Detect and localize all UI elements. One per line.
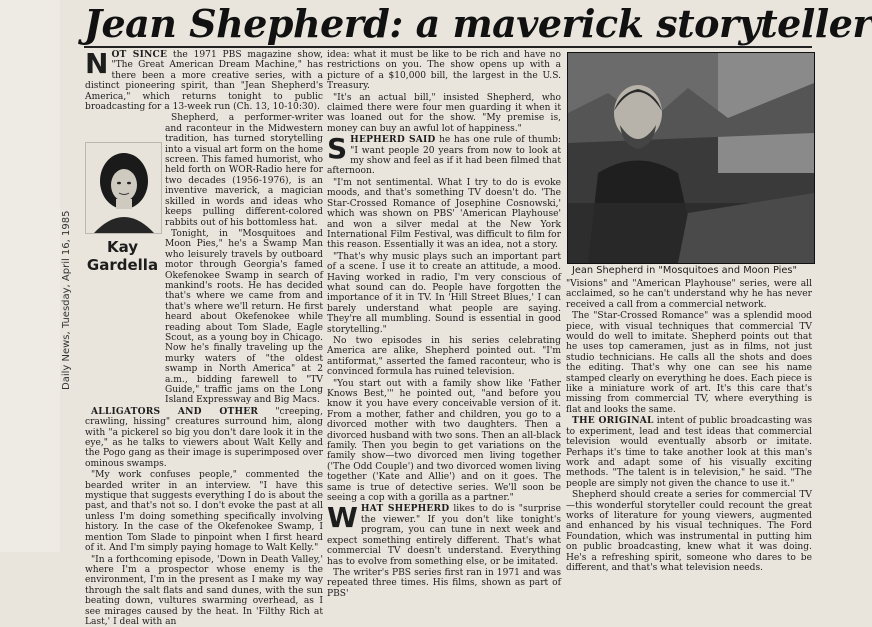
col1-paragraph: Shepherd, a performer-writer and raconteur in the Midwestern tradition, has turned storytelling into a visual art form on the home screen. This famed humorist, who held forth on WOR-Radio here for two decades (1956-1976), is an inventive maverick, a magician skilled in words and ideas who keeps pulling different-colored rabbits out of his bottomless hat. xyxy=(165,113,323,227)
drop-cap: W xyxy=(327,505,361,531)
col2-paragraph: The writer's PBS series first ran in 1971 and was repeated three times. His films, shown as part of PBS' xyxy=(327,568,561,599)
col1-paragraph: NOT SINCE the 1971 PBS magazine show, "The Great American Dream Machine," has there been a more creative series, with a distinct pioneering spirit, than "Jean Shepherd's America," which returns tonight to public broadcasting for a 13-week run (Ch. 13, 10-10:30). xyxy=(85,50,323,112)
column-1 xyxy=(85,50,323,548)
dateline: Daily News, Tuesday, April 16, 1985 xyxy=(60,110,74,390)
col1-paragraph: "My work confuses people," commented the bearded writer in an interview. "I have this mystique that suggests everything I do is about the past, and that's not so. I don't evoke the past at all unless I'm doing something specifically involving history. In the case of the Okefenokee Swamp, I mention Tom Slade to pinpoint when I first heard of it. And I'm simply paying homage to Walt Kelly." xyxy=(85,470,323,553)
col1-paragraph: "In a forthcoming episode, 'Down in Death Valley,' where I'm a prospector whose enemy is the environment, I'm in the present as I make my way through the salt flats and sand dunes, with the sun beating down, vultures swarming overhead, as I see mirages caused by the heat. In 'Filthy Rich at Last,' I deal with an xyxy=(85,555,323,627)
photo-caption: Jean Shepherd in "Mosquitoes and Moon Pies" xyxy=(572,265,812,277)
col3-paragraph: "Visions" and "American Playhouse" series, were all acclaimed, so he can't understand why he has never received a call from a commercial network. xyxy=(566,279,812,310)
headline: Jean Shepherd: a maverick storyteller xyxy=(84,2,814,46)
col2-paragraph: "You start out with a family show like 'Father Knows Best,'" he pointed out, "and before you know it you have every conceivable version of it. From a mother, father and children, you go to a divorced mother with two daughters. Then a divorced husband with two sons. Then an all-black family. Then you begin to get variations on the family show—two divorced men living together ('The Odd Couple') and two divorced women living together ('Kate and Allie') and on it goes. The same is true of detective series. We'll soon be seeing a cop with a gorilla as a partner." xyxy=(327,379,561,504)
col2-paragraph: "It's an actual bill," insisted Shepherd, who claimed there were four men guarding it when it was loaned out for the show. "My premise is, money can buy an awful lot of happiness." xyxy=(327,93,561,135)
drop-cap: S xyxy=(327,136,350,162)
col2-paragraph: idea: what it must be like to be rich and have no restrictions on you. The show opens up with a picture of a $10,000 bill, the largest in the U.S. Treasury. xyxy=(327,50,561,92)
drop-cap: N xyxy=(85,51,111,77)
author-photo xyxy=(85,142,162,234)
col1-paragraph: ALLIGATORS AND OTHER "creeping, crawling, hissing" creatures surround him, along with "a pickerel so big you don't dare look it in the eye," as he talks to viewers about Walt Kelly and the Pogo gang as their image is superimposed over ominous swamps. xyxy=(85,407,323,469)
headline-rule xyxy=(84,46,812,48)
col3-paragraph: THE ORIGINAL intent of public broadcasting was to experiment, lead and test ideas that commercial television would eventually absorb or imitate. Perhaps it's time to take another look at this man's work and adapt some of his visually exciting methods. "The talent is in television," he said. "The people are simply not given the chance to use it." xyxy=(566,416,812,489)
col2-paragraph: "That's why music plays such an important part of a scene. I use it to create an attitude, a mood. Having worked in radio, I'm very conscious of what sound can do. People have forgotten the importance of it in TV. In 'Hill Street Blues,' I can barely understand what people are saying. They're all mumbling. Sound is essential in good storytelling." xyxy=(327,252,561,335)
col2-paragraph: WHAT SHEPHERD likes to do is "surprise the viewer." If you don't like tonight's program, you can tune in next week and expect something entirely different. That's what commercial TV doesn't understand. Everything has to evolve from something else, or be imitated. xyxy=(327,504,561,566)
col1-paragraph: Tonight, in "Mosquitoes and Moon Pies," he's a Swamp Man who leisurely travels by outboard motor through Georgia's famed Okefenokee Swamp in search of mankind's roots. He has decided that's where we came from and that's where we'll return. He first heard about Okefenokee while reading about Tom Slade, Eagle Scout, as a young boy in Chicago. Now he's finally traveling up the murky waters of "the oldest swamp in North America" at 2 a.m., bidding farewell to "TV Guide," traffic jams on the Long Island Expressway and Big Macs. xyxy=(165,229,323,406)
feature-photo xyxy=(567,52,815,264)
col3-paragraph: The "Star-Crossed Romance" was a splendid mood piece, with visual techniques that commercial TV would do well to imitate. Shepherd points out that he uses top cameramen, just as in films, not just studio technicians. He calls all the shots and does the editing. That's why one can see his name stamped clearly on everything he does. Each piece is like a miniature work of art. It's this care that's missing from commercial TV, where everything is flat and looks the same. xyxy=(566,311,812,415)
paper-edge xyxy=(0,0,60,552)
column-2 xyxy=(327,50,561,548)
column-3 xyxy=(566,279,812,548)
col3-paragraph: Shepherd should create a series for commercial TV—this wonderful storyteller could recount the great works of literature for young viewers, augmented and enhanced by his visual techniques. The Ford Foundation, which was instrumental in putting him on public broadcasting, knew what it was doing. He's a refreshing spirit, someone who dares to be different, and that's what television needs. xyxy=(566,490,812,573)
col2-paragraph: No two episodes in his series celebrating America are alike, Shepherd pointed out. "I'm antiformat," asserted the famed raconteur, who is convinced formula has ruined television. xyxy=(327,336,561,378)
byline: Kay Gardella xyxy=(85,238,160,274)
col2-paragraph: "I'm not sentimental. What I try to do is evoke moods, and that's something TV doesn't do. 'The Star-Crossed Romance of Josephine Cosnowski,' which was shown on PBS' 'American Playhouse' and won a silver medal at the New York International Film Festival, was difficult to film for this reason. Essentially it was an idea, not a story. xyxy=(327,178,561,251)
col2-paragraph: SHEPHERD SAID he has one rule of thumb: "I want people 20 years from now to look at my show and feel as if it had been filmed that afternoon. xyxy=(327,135,561,177)
